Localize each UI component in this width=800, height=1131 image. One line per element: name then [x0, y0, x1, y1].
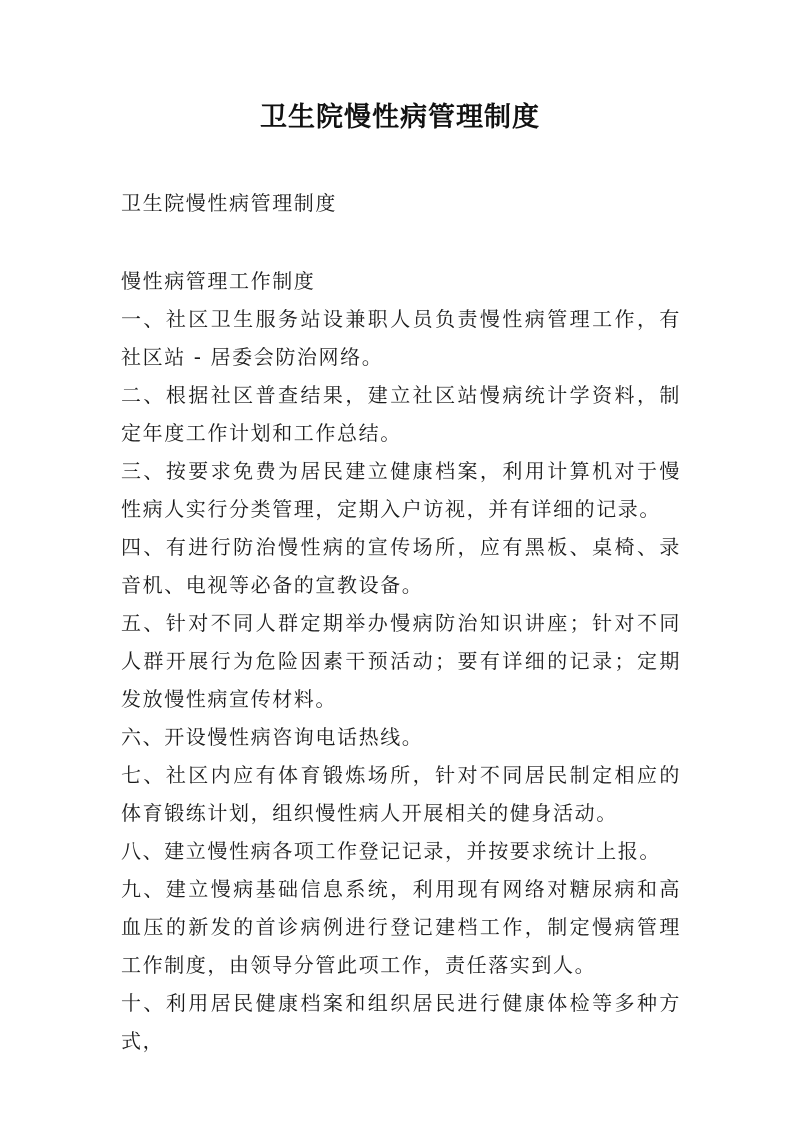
paragraph-item-10: 十、利用居民健康档案和组织居民进行健康体检等多种方式， — [121, 991, 681, 1053]
blank-line — [121, 222, 681, 262]
paragraph-item-6: 六、开设慢性病咨询电话热线。 — [121, 725, 424, 749]
paragraph-item-3: 三、按要求免费为居民建立健康档案，利用计算机对于慢性病人实行分类管理，定期入户访视，并有详细的记录。 — [121, 459, 681, 521]
paragraph-item-1: 一、社区卫生服务站设兼职人员负责慢性病管理工作，有社区站 - 居委会防治网络。 — [121, 307, 681, 369]
paragraph-item-7: 七、社区内应有体育锻炼场所，针对不同居民制定相应的体育锻练计划，组织慢性病人开展相关的健身活动。 — [121, 763, 681, 825]
paragraph-item-9: 九、建立慢病基础信息系统，利用现有网络对糖尿病和高血压的新发的首诊病例进行登记建档工作，制定慢病管理工作制度，由领导分管此项工作，责任落实到人。 — [121, 877, 681, 977]
paragraph-item-2: 二、根据社区普查结果，建立社区站慢病统计学资料，制定年度工作计划和工作总结。 — [121, 383, 681, 445]
paragraph-item-8: 八、建立慢性病各项工作登记记录，并按要求统计上报。 — [121, 839, 661, 863]
document-subtitle: 卫生院慢性病管理制度 — [121, 191, 337, 215]
document-body — [121, 184, 681, 1060]
paragraph-item-5: 五、针对不同人群定期举办慢病防治知识讲座；针对不同人群开展行为危险因素干预活动；要有详细的记录；定期发放慢性病宣传材料。 — [121, 611, 681, 711]
section-heading: 慢性病管理工作制度 — [121, 269, 316, 293]
document-title: 卫生院慢性病管理制度 — [260, 102, 540, 133]
paragraph-item-4: 四、有进行防治慢性病的宣传场所，应有黑板、桌椅、录音机、电视等必备的宣教设备。 — [121, 535, 681, 597]
